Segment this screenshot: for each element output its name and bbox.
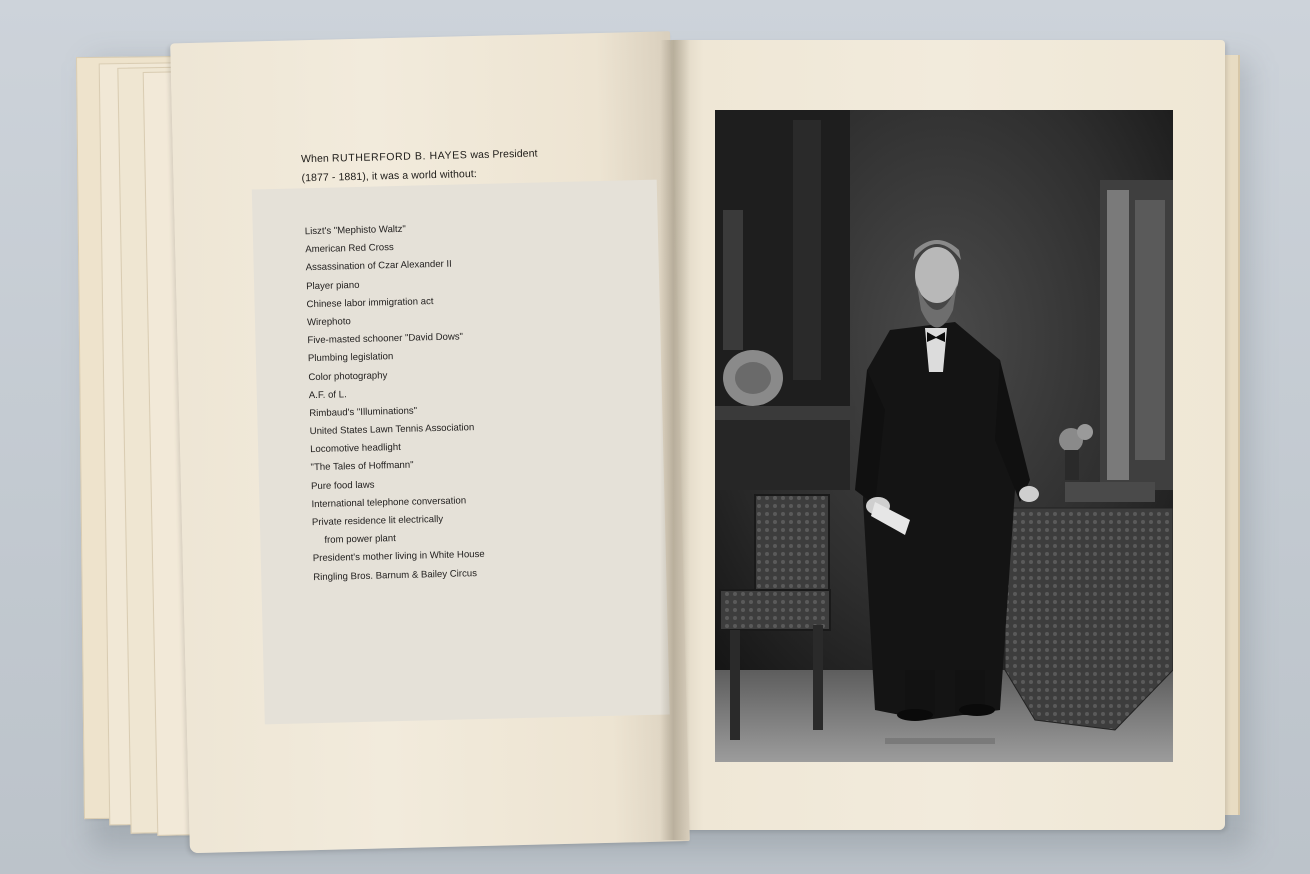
portrait-image xyxy=(715,110,1173,762)
portrait-photograph xyxy=(715,110,1173,762)
list-item: Plumbing legislation xyxy=(307,351,394,365)
list-item: "The Tales of Hoffmann" xyxy=(310,460,414,474)
list-item: Player piano xyxy=(306,279,360,292)
list-item: Locomotive headlight xyxy=(310,442,401,456)
list-item: Color photography xyxy=(308,369,388,383)
list-item: Private residence lit electrically xyxy=(311,513,444,529)
list-item: Pure food laws xyxy=(310,479,375,492)
list-item: President's mother living in White House xyxy=(312,549,485,565)
heading-suffix: was President xyxy=(470,147,538,162)
list-item: Ringling Bros. Barnum & Bailey Circus xyxy=(313,567,478,583)
list-item: from power plant xyxy=(324,533,396,547)
list-item: International telephone conversation xyxy=(311,495,467,510)
list-item: Assassination of Czar Alexander II xyxy=(305,259,452,274)
heading-name: RUTHERFORD B. HAYES xyxy=(331,149,468,165)
without-list xyxy=(305,219,486,587)
list-item: A.F. of L. xyxy=(308,388,347,401)
spine-shadow xyxy=(660,40,690,840)
list-item: Chinese labor immigration act xyxy=(306,295,434,310)
list-item: Wirephoto xyxy=(306,316,351,329)
left-page xyxy=(170,31,690,853)
heading-prefix: When xyxy=(300,152,330,166)
list-item: United States Lawn Tennis Association xyxy=(309,422,475,438)
list-item: American Red Cross xyxy=(305,242,394,256)
list-item: Liszt's "Mephisto Waltz" xyxy=(304,223,407,238)
heading-line-2: (1877 - 1881), it was a world without: xyxy=(301,167,478,185)
page-heading xyxy=(301,143,602,188)
list-item: Five-masted schooner "David Dows" xyxy=(307,331,464,347)
list-item: Rimbaud's "Illuminations" xyxy=(309,405,418,420)
